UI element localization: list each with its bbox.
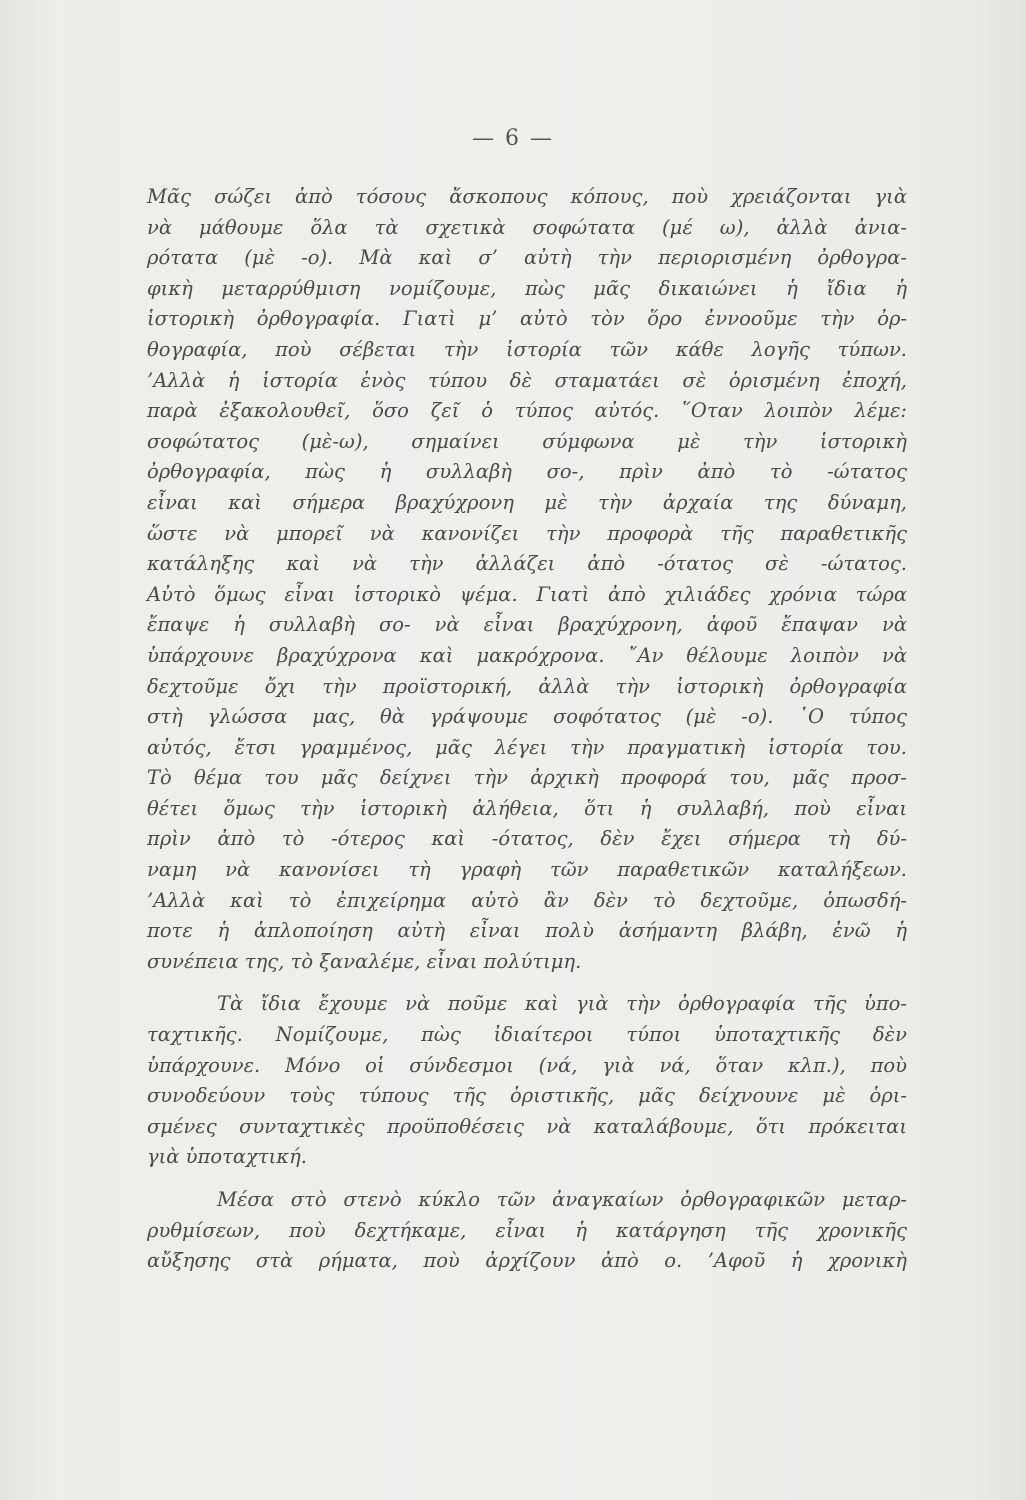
paragraph-gap [147, 1173, 907, 1185]
text-line: ὥστε νὰ μπορεῖ νὰ κανονίζει τὴν προφορὰ τῆς παραθετικῆς [147, 521, 907, 545]
text-line: ὑπάρχουνε. Μόνο οἱ σύνδεσμοι (νά, γιὰ νά, ὅταν κλπ.), ποὺ [147, 1053, 907, 1077]
text-line: ρυθμίσεων, ποὺ δεχτήκαμε, εἶναι ἡ κατάργηση τῆς χρονικῆς [147, 1218, 907, 1242]
text-line: Τὰ ἴδια ἔχουμε νὰ ποῦμε καὶ γιὰ τὴν ὀρθογραφία τῆς ὑπο- [217, 992, 907, 1016]
text-line: αὔξησης στὰ ρήματα, ποὺ ἀρχίζουν ἀπὸ ο. ’Αφοῦ ἡ χρονικὴ [147, 1249, 907, 1273]
body-text [147, 182, 907, 1277]
paragraph-3 [147, 1185, 907, 1277]
text-line: πρὶν ἀπὸ τὸ -ότερος καὶ -ότατος, δὲν ἔχει σήμερα τὴ δύ- [147, 827, 907, 851]
text-line: ρότατα (μὲ -ο). Μὰ καὶ σ’ αὐτὴ τὴν περιορισμένη ὀρθογρα- [147, 246, 907, 270]
text-line: ταχτικῆς. Νομίζουμε, πὼς ἰδιαίτεροι τύποι ὑποταχτικῆς δὲν [147, 1023, 907, 1047]
text-line: θέτει ὅμως τὴν ἱστορικὴ ἀλήθεια, ὅτι ἡ συλλαβή, ποὺ εἶναι [147, 796, 907, 820]
page-number: — 6 — [472, 126, 554, 151]
text-line: Μέσα στὸ στενὸ κύκλο τῶν ἀναγκαίων ὀρθογραφικῶν μεταρ- [217, 1188, 907, 1211]
text-line: ποτε ἡ ἁπλοποίηση αὐτὴ εἶναι πολὺ ἀσήμαντη βλάβη, ἐνῶ ἡ [147, 919, 907, 943]
text-line: Μᾶς σώζει ἀπὸ τόσους ἄσκοπους κόπους, ποὺ χρειάζονται γιὰ [147, 185, 907, 208]
text-line: εἶναι καὶ σήμερα βραχύχρονη μὲ τὴν ἀρχαία της δύναμη, [147, 490, 907, 514]
text-line: δεχτοῦμε ὄχι τὴν προϊστορική, ἀλλὰ τὴν ἱστορικὴ ὀρθογραφία [147, 674, 907, 698]
text-line: κατάληξης καὶ νὰ τὴν ἀλλάζει ἀπὸ -ότατος σὲ -ώτατος. [147, 552, 907, 576]
text-line: παρὰ ἐξακολουθεῖ, ὅσο ζεῖ ὁ τύπος αὐτός. ῞Οταν λοιπὸν λέμε: [147, 399, 907, 423]
text-line: ἔπαψε ἡ συλλαβὴ σο- νὰ εἶναι βραχύχρονη, ἀφοῦ ἔπαψαν νὰ [147, 613, 907, 637]
text-line: στὴ γλώσσα μας, θὰ γράψουμε σοφότατος (μὲ -ο). ῾Ο τύπος [147, 705, 907, 729]
text-line: σοφώτατος (μὲ-ω), σημαίνει σύμφωνα μὲ τὴν ἱστορικὴ [147, 429, 907, 453]
text-line: συνοδεύουν τοὺς τύπους τῆς ὁριστικῆς, μᾶς δείχνουνε μὲ ὁρι- [147, 1084, 907, 1108]
text-line: ’Αλλὰ καὶ τὸ ἐπιχείρημα αὐτὸ ἂν δὲν τὸ δεχτοῦμε, ὁπωσδή- [147, 888, 907, 912]
text-line: γιὰ ὑποταχτική. [147, 1145, 307, 1169]
paragraph-gap [147, 977, 907, 989]
text-line: συνέπεια της, τὸ ξαναλέμε, εἶναι πολύτιμη. [147, 949, 582, 973]
text-line: αὐτός, ἔτσι γραμμένος, μᾶς λέγει τὴν πραγματικὴ ἱστορία του. [147, 735, 907, 759]
text-line: ναμη νὰ κανονίσει τὴ γραφὴ τῶν παραθετικῶν καταλήξεων. [147, 858, 907, 882]
text-line: Τὸ θέμα του μᾶς δείχνει τὴν ἀρχικὴ προφορά του, μᾶς προσ- [147, 766, 907, 790]
text-line: φικὴ μεταρρύθμιση νομίζουμε, πὼς μᾶς δικαιώνει ἡ ἴδια ἡ [147, 276, 907, 300]
text-line: Αὐτὸ ὅμως εἶναι ἱστορικὸ ψέμα. Γιατὶ ἀπὸ χιλιάδες χρόνια τώρα [147, 582, 907, 606]
text-line: νὰ μάθουμε ὅλα τὰ σχετικὰ σοφώτατα (μέ ω), ἀλλὰ ἀνια- [147, 215, 907, 239]
text-line: ’Αλλὰ ἡ ἱστορία ἑνὸς τύπου δὲ σταματάει σὲ ὁρισμένη ἐποχή, [147, 368, 907, 392]
paragraph-2 [147, 989, 907, 1173]
text-line: ὑπάρχουνε βραχύχρονα καὶ μακρόχρονα. ῎Αν θέλουμε λοιπὸν νὰ [147, 643, 907, 667]
text-line: σμένες συνταχτικὲς προϋποθέσεις νὰ καταλάβουμε, ὅτι πρόκειται [147, 1114, 907, 1138]
text-line: θογραφία, ποὺ σέβεται τὴν ἱστορία τῶν κάθε λογῆς τύπων. [147, 337, 907, 361]
paragraph-1 [147, 182, 907, 977]
text-line: ἱστορικὴ ὀρθογραφία. Γιατὶ μ’ αὐτὸ τὸν ὅρο ἐννοοῦμε τὴν ὀρ- [147, 307, 907, 331]
text-line: ὀρθογραφία, πὼς ἡ συλλαβὴ σο-, πρὶν ἀπὸ τὸ -ώτατος [147, 460, 907, 484]
